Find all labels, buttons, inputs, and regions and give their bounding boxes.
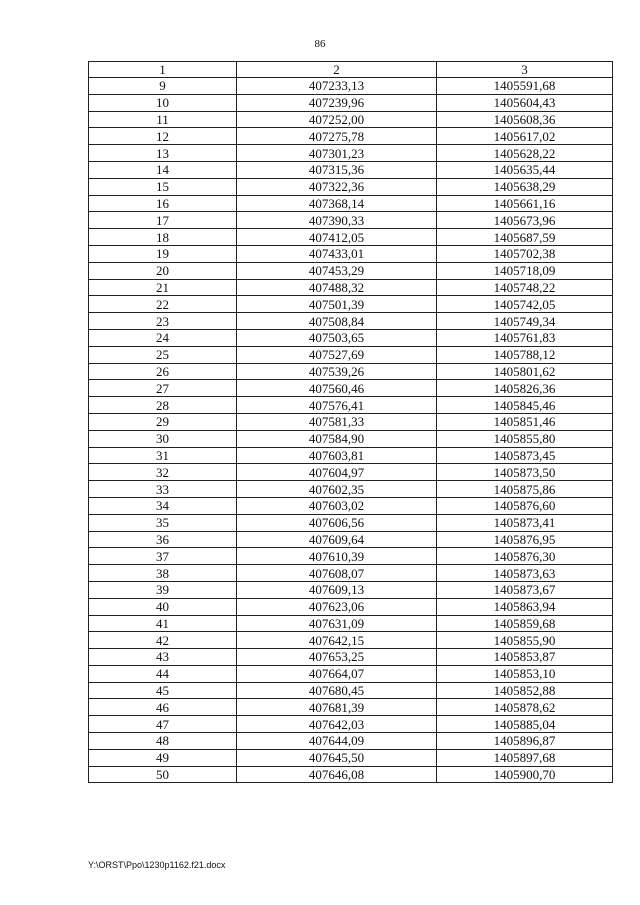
point-number-cell: 23	[89, 313, 237, 330]
y-coordinate-cell: 1405897,68	[437, 749, 613, 766]
footer-file-path: Y:\ORST\Ppo\1230p1162.f21.docx	[88, 860, 226, 870]
point-number-cell: 10	[89, 94, 237, 111]
point-number-cell: 18	[89, 229, 237, 246]
y-coordinate-cell: 1405761,83	[437, 329, 613, 346]
point-number-cell: 46	[89, 699, 237, 716]
y-coordinate-cell: 1405896,87	[437, 733, 613, 750]
point-number-cell: 28	[89, 397, 237, 414]
point-number-cell: 49	[89, 749, 237, 766]
y-coordinate-cell: 1405661,16	[437, 195, 613, 212]
x-coordinate-cell: 407412,05	[237, 229, 437, 246]
x-coordinate-cell: 407631,09	[237, 615, 437, 632]
y-coordinate-cell: 1405628,22	[437, 145, 613, 162]
x-coordinate-cell: 407623,06	[237, 598, 437, 615]
point-number-cell: 29	[89, 413, 237, 430]
point-number-cell: 19	[89, 245, 237, 262]
y-coordinate-cell: 1405852,88	[437, 682, 613, 699]
y-coordinate-cell: 1405788,12	[437, 346, 613, 363]
point-number-cell: 42	[89, 632, 237, 649]
point-number-cell: 30	[89, 430, 237, 447]
point-number-cell: 33	[89, 481, 237, 498]
table-row	[89, 128, 613, 145]
table-row	[89, 161, 613, 178]
table-row	[89, 111, 613, 128]
table-row	[89, 279, 613, 296]
x-coordinate-cell: 407322,36	[237, 178, 437, 195]
table-row	[89, 262, 613, 279]
y-coordinate-cell: 1405885,04	[437, 716, 613, 733]
point-number-cell: 47	[89, 716, 237, 733]
x-coordinate-cell: 407239,96	[237, 94, 437, 111]
x-coordinate-cell: 407584,90	[237, 430, 437, 447]
y-coordinate-cell: 1405591,68	[437, 78, 613, 95]
table-row	[89, 682, 613, 699]
x-coordinate-cell: 407453,29	[237, 262, 437, 279]
x-coordinate-cell: 407315,36	[237, 161, 437, 178]
y-coordinate-cell: 1405855,80	[437, 430, 613, 447]
table-row	[89, 313, 613, 330]
table-row	[89, 615, 613, 632]
table-row	[89, 464, 613, 481]
point-number-cell: 12	[89, 128, 237, 145]
y-coordinate-cell: 1405853,87	[437, 649, 613, 666]
y-coordinate-cell: 1405749,34	[437, 313, 613, 330]
table-row	[89, 346, 613, 363]
y-coordinate-cell: 1405876,95	[437, 531, 613, 548]
table-row	[89, 447, 613, 464]
y-coordinate-cell: 1405851,46	[437, 413, 613, 430]
table-row	[89, 229, 613, 246]
table-row	[89, 649, 613, 666]
point-number-cell: 11	[89, 111, 237, 128]
point-number-cell: 26	[89, 363, 237, 380]
point-number-cell: 25	[89, 346, 237, 363]
table-row	[89, 565, 613, 582]
y-coordinate-cell: 1405687,59	[437, 229, 613, 246]
y-coordinate-cell: 1405855,90	[437, 632, 613, 649]
y-coordinate-cell: 1405748,22	[437, 279, 613, 296]
x-coordinate-cell: 407606,56	[237, 514, 437, 531]
y-coordinate-cell: 1405718,09	[437, 262, 613, 279]
table-row	[89, 363, 613, 380]
x-coordinate-cell: 407680,45	[237, 682, 437, 699]
x-coordinate-cell: 407233,13	[237, 78, 437, 95]
table-row	[89, 145, 613, 162]
x-coordinate-cell: 407368,14	[237, 195, 437, 212]
table-body	[89, 78, 613, 783]
y-coordinate-cell: 1405873,41	[437, 514, 613, 531]
point-number-cell: 17	[89, 212, 237, 229]
x-coordinate-cell: 407252,00	[237, 111, 437, 128]
point-number-cell: 43	[89, 649, 237, 666]
point-number-cell: 48	[89, 733, 237, 750]
point-number-cell: 37	[89, 548, 237, 565]
point-number-cell: 27	[89, 380, 237, 397]
table-row	[89, 581, 613, 598]
y-coordinate-cell: 1405873,50	[437, 464, 613, 481]
y-coordinate-cell: 1405617,02	[437, 128, 613, 145]
point-number-cell: 41	[89, 615, 237, 632]
table-row	[89, 598, 613, 615]
y-coordinate-cell: 1405859,68	[437, 615, 613, 632]
x-coordinate-cell: 407275,78	[237, 128, 437, 145]
y-coordinate-cell: 1405873,63	[437, 565, 613, 582]
x-coordinate-cell: 407603,81	[237, 447, 437, 464]
x-coordinate-cell: 407488,32	[237, 279, 437, 296]
point-number-cell: 21	[89, 279, 237, 296]
y-coordinate-cell: 1405635,44	[437, 161, 613, 178]
x-coordinate-cell: 407581,33	[237, 413, 437, 430]
x-coordinate-cell: 407390,33	[237, 212, 437, 229]
table-row	[89, 749, 613, 766]
column-header: 3	[437, 62, 613, 78]
x-coordinate-cell: 407604,97	[237, 464, 437, 481]
table-row	[89, 531, 613, 548]
column-header: 2	[237, 62, 437, 78]
table-row	[89, 178, 613, 195]
point-number-cell: 24	[89, 329, 237, 346]
table-row	[89, 397, 613, 414]
table-row	[89, 413, 613, 430]
y-coordinate-cell: 1405900,70	[437, 766, 613, 783]
table-row	[89, 699, 613, 716]
table-row	[89, 78, 613, 95]
y-coordinate-cell: 1405873,45	[437, 447, 613, 464]
x-coordinate-cell: 407539,26	[237, 363, 437, 380]
table-row	[89, 245, 613, 262]
y-coordinate-cell: 1405845,46	[437, 397, 613, 414]
y-coordinate-cell: 1405878,62	[437, 699, 613, 716]
x-coordinate-cell: 407576,41	[237, 397, 437, 414]
coordinates-table	[88, 61, 613, 783]
point-number-cell: 39	[89, 581, 237, 598]
x-coordinate-cell: 407644,09	[237, 733, 437, 750]
point-number-cell: 14	[89, 161, 237, 178]
point-number-cell: 40	[89, 598, 237, 615]
x-coordinate-cell: 407653,25	[237, 649, 437, 666]
x-coordinate-cell: 407642,15	[237, 632, 437, 649]
table-row	[89, 430, 613, 447]
y-coordinate-cell: 1405853,10	[437, 665, 613, 682]
x-coordinate-cell: 407610,39	[237, 548, 437, 565]
point-number-cell: 22	[89, 296, 237, 313]
table-row	[89, 497, 613, 514]
point-number-cell: 31	[89, 447, 237, 464]
point-number-cell: 50	[89, 766, 237, 783]
table-row	[89, 632, 613, 649]
x-coordinate-cell: 407602,35	[237, 481, 437, 498]
y-coordinate-cell: 1405876,60	[437, 497, 613, 514]
y-coordinate-cell: 1405876,30	[437, 548, 613, 565]
y-coordinate-cell: 1405873,67	[437, 581, 613, 598]
point-number-cell: 44	[89, 665, 237, 682]
y-coordinate-cell: 1405742,05	[437, 296, 613, 313]
x-coordinate-cell: 407609,13	[237, 581, 437, 598]
x-coordinate-cell: 407560,46	[237, 380, 437, 397]
y-coordinate-cell: 1405608,36	[437, 111, 613, 128]
table-row	[89, 481, 613, 498]
point-number-cell: 16	[89, 195, 237, 212]
x-coordinate-cell: 407301,23	[237, 145, 437, 162]
point-number-cell: 13	[89, 145, 237, 162]
y-coordinate-cell: 1405604,43	[437, 94, 613, 111]
table-row	[89, 716, 613, 733]
x-coordinate-cell: 407501,39	[237, 296, 437, 313]
point-number-cell: 36	[89, 531, 237, 548]
table-row	[89, 329, 613, 346]
x-coordinate-cell: 407608,07	[237, 565, 437, 582]
y-coordinate-cell: 1405826,36	[437, 380, 613, 397]
y-coordinate-cell: 1405638,29	[437, 178, 613, 195]
table-row	[89, 548, 613, 565]
x-coordinate-cell: 407603,02	[237, 497, 437, 514]
column-header: 1	[89, 62, 237, 78]
table-row	[89, 94, 613, 111]
table-row	[89, 195, 613, 212]
y-coordinate-cell: 1405863,94	[437, 598, 613, 615]
x-coordinate-cell: 407645,50	[237, 749, 437, 766]
y-coordinate-cell: 1405673,96	[437, 212, 613, 229]
point-number-cell: 45	[89, 682, 237, 699]
table-row	[89, 296, 613, 313]
x-coordinate-cell: 407646,08	[237, 766, 437, 783]
y-coordinate-cell: 1405801,62	[437, 363, 613, 380]
table-row	[89, 380, 613, 397]
x-coordinate-cell: 407527,69	[237, 346, 437, 363]
point-number-cell: 9	[89, 78, 237, 95]
point-number-cell: 34	[89, 497, 237, 514]
x-coordinate-cell: 407508,84	[237, 313, 437, 330]
table-row	[89, 514, 613, 531]
point-number-cell: 38	[89, 565, 237, 582]
page-number: 86	[314, 38, 326, 50]
point-number-cell: 20	[89, 262, 237, 279]
table-row	[89, 733, 613, 750]
y-coordinate-cell: 1405875,86	[437, 481, 613, 498]
point-number-cell: 15	[89, 178, 237, 195]
table-header-row	[89, 62, 613, 78]
x-coordinate-cell: 407503,65	[237, 329, 437, 346]
table-row	[89, 766, 613, 783]
x-coordinate-cell: 407664,07	[237, 665, 437, 682]
table-row	[89, 665, 613, 682]
x-coordinate-cell: 407681,39	[237, 699, 437, 716]
point-number-cell: 35	[89, 514, 237, 531]
x-coordinate-cell: 407609,64	[237, 531, 437, 548]
y-coordinate-cell: 1405702,38	[437, 245, 613, 262]
table-row	[89, 212, 613, 229]
point-number-cell: 32	[89, 464, 237, 481]
x-coordinate-cell: 407642,03	[237, 716, 437, 733]
x-coordinate-cell: 407433,01	[237, 245, 437, 262]
